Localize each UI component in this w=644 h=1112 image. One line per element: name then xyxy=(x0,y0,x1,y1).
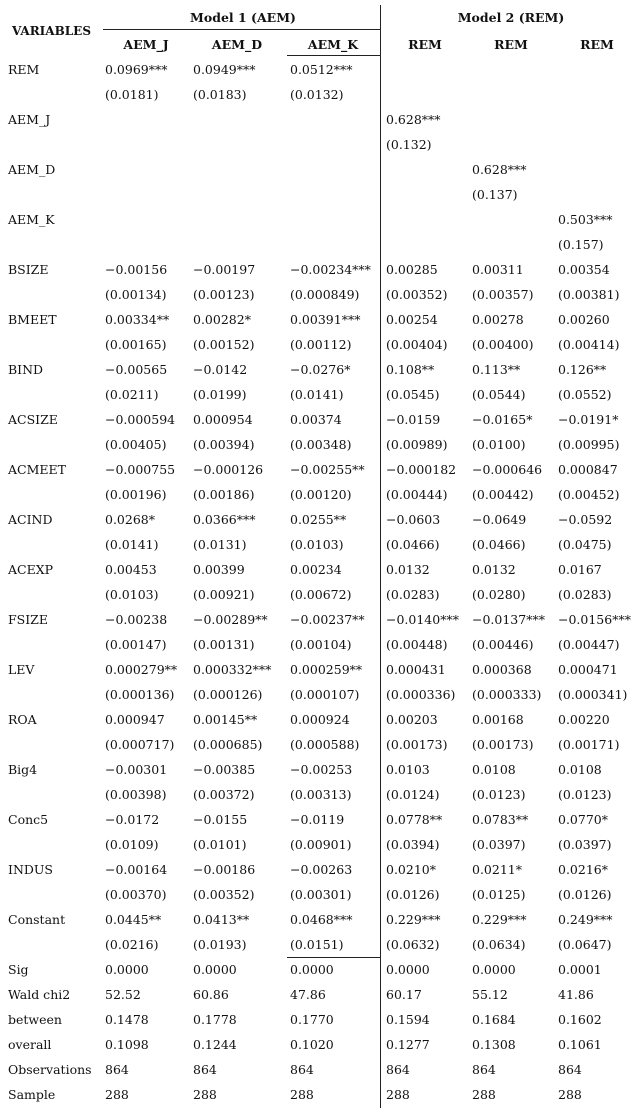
stat-cell: 864 xyxy=(193,1062,217,1077)
coef-cell: −0.000126 xyxy=(193,462,264,477)
se-cell: (0.00398) xyxy=(105,787,167,802)
stat-cell: 0.0000 xyxy=(290,962,334,977)
se-cell: (0.00348) xyxy=(290,437,352,452)
row-label: ACMEET xyxy=(8,462,66,477)
coef-cell: 0.0103 xyxy=(386,762,430,777)
stat-cell: 288 xyxy=(193,1087,217,1102)
row-label: AEM_K xyxy=(8,212,55,227)
coef-cell: −0.00385 xyxy=(193,762,256,777)
coef-cell: 0.0366*** xyxy=(193,512,256,527)
se-cell: (0.132) xyxy=(386,137,432,152)
coef-cell: 0.0108 xyxy=(472,762,516,777)
se-cell: (0.0126) xyxy=(386,887,440,902)
row-label: Big4 xyxy=(8,762,38,777)
coef-cell: 0.628*** xyxy=(472,162,527,177)
column-underline-aem-k xyxy=(287,55,380,56)
coef-cell: 0.000368 xyxy=(472,662,532,677)
coef-cell: 0.0783** xyxy=(472,812,529,827)
stat-cell: 0.1770 xyxy=(290,1012,334,1027)
coef-cell: 0.000924 xyxy=(290,712,350,727)
coef-cell: 0.0132 xyxy=(472,562,516,577)
stat-label: Sample xyxy=(8,1087,56,1102)
column-header: AEM_K xyxy=(307,37,359,52)
se-cell: (0.0100) xyxy=(472,437,526,452)
stat-cell: 864 xyxy=(386,1062,410,1077)
se-cell: (0.000333) xyxy=(472,687,542,702)
coef-cell: −0.0165* xyxy=(472,412,533,427)
coef-cell: 0.0216* xyxy=(558,862,608,877)
se-cell: (0.0634) xyxy=(472,937,526,952)
se-cell: (0.0397) xyxy=(558,837,612,852)
stat-cell: 0.0000 xyxy=(472,962,516,977)
se-cell: (0.00131) xyxy=(193,637,255,652)
coef-cell: −0.00565 xyxy=(105,362,168,377)
coef-cell: 0.0268* xyxy=(105,512,155,527)
se-cell: (0.000107) xyxy=(290,687,360,702)
coef-cell: −0.000594 xyxy=(105,412,176,427)
row-label: LEV xyxy=(8,662,35,677)
stat-cell: 0.0000 xyxy=(193,962,237,977)
se-cell: (0.0466) xyxy=(472,537,526,552)
se-cell: (0.0283) xyxy=(386,587,440,602)
coef-cell: −0.000646 xyxy=(472,462,543,477)
coef-cell: 0.00311 xyxy=(472,262,524,277)
coef-cell: 0.0949*** xyxy=(193,62,256,77)
coef-cell: −0.000755 xyxy=(105,462,176,477)
corner-label: VARIABLES xyxy=(12,24,91,38)
coef-cell: −0.0649 xyxy=(472,512,527,527)
se-cell: (0.137) xyxy=(472,187,518,202)
se-cell: (0.00357) xyxy=(472,287,534,302)
column-header: REM xyxy=(580,37,614,52)
coef-cell: 0.0413** xyxy=(193,912,250,927)
se-cell: (0.0151) xyxy=(290,937,344,952)
se-cell: (0.0211) xyxy=(105,387,159,402)
coef-cell: −0.00238 xyxy=(105,612,168,627)
coef-cell: 0.229*** xyxy=(386,912,441,927)
model-separator xyxy=(380,5,381,1108)
coef-cell: −0.0140*** xyxy=(386,612,459,627)
row-label: ACSIZE xyxy=(8,412,58,427)
coef-cell: −0.0603 xyxy=(386,512,441,527)
se-cell: (0.0181) xyxy=(105,87,159,102)
se-cell: (0.0199) xyxy=(193,387,247,402)
se-cell: (0.0183) xyxy=(193,87,247,102)
coef-cell: −0.00156 xyxy=(105,262,168,277)
stat-cell: 288 xyxy=(386,1087,410,1102)
se-cell: (0.00405) xyxy=(105,437,167,452)
se-cell: (0.00372) xyxy=(193,787,255,802)
se-cell: (0.157) xyxy=(558,237,604,252)
se-cell: (0.0141) xyxy=(105,537,159,552)
se-cell: (0.0103) xyxy=(105,587,159,602)
coef-cell: 0.0468*** xyxy=(290,912,353,927)
coef-cell: −0.00301 xyxy=(105,762,168,777)
coef-cell: 0.126** xyxy=(558,362,607,377)
stat-label: between xyxy=(8,1012,62,1027)
se-cell: (0.000336) xyxy=(386,687,456,702)
se-cell: (0.00921) xyxy=(193,587,255,602)
stat-label: Sig xyxy=(8,962,29,977)
stat-cell: 0.1244 xyxy=(193,1037,237,1052)
se-cell: (0.000126) xyxy=(193,687,263,702)
se-cell: (0.0545) xyxy=(386,387,440,402)
se-cell: (0.00448) xyxy=(386,637,448,652)
se-cell: (0.000685) xyxy=(193,737,263,752)
row-label: INDUS xyxy=(8,862,53,877)
se-cell: (0.0466) xyxy=(386,537,440,552)
coef-cell: −0.0172 xyxy=(105,812,160,827)
coef-cell: −0.00255** xyxy=(290,462,365,477)
se-cell: (0.00147) xyxy=(105,637,167,652)
coef-cell: 0.503*** xyxy=(558,212,613,227)
coef-cell: −0.00186 xyxy=(193,862,256,877)
coef-cell: 0.00145** xyxy=(193,712,258,727)
se-cell: (0.00446) xyxy=(472,637,534,652)
stat-cell: 288 xyxy=(290,1087,314,1102)
coef-cell: 0.00453 xyxy=(105,562,157,577)
se-cell: (0.00104) xyxy=(290,637,352,652)
se-cell: (0.00394) xyxy=(193,437,255,452)
coef-cell: 0.000954 xyxy=(193,412,253,427)
row-label: REM xyxy=(8,62,40,77)
se-cell: (0.00989) xyxy=(386,437,448,452)
se-cell: (0.00404) xyxy=(386,337,448,352)
se-cell: (0.0125) xyxy=(472,887,526,902)
se-cell: (0.0552) xyxy=(558,387,612,402)
se-cell: (0.0126) xyxy=(558,887,612,902)
stat-cell: 0.1778 xyxy=(193,1012,237,1027)
stat-label: overall xyxy=(8,1037,52,1052)
se-cell: (0.00452) xyxy=(558,487,620,502)
se-cell: (0.00165) xyxy=(105,337,167,352)
stat-cell: 864 xyxy=(290,1062,314,1077)
coef-cell: 0.000259** xyxy=(290,662,363,677)
coef-cell: 0.00254 xyxy=(386,312,438,327)
stat-cell: 60.17 xyxy=(386,987,422,1002)
se-cell: (0.00672) xyxy=(290,587,352,602)
coef-cell: −0.00234*** xyxy=(290,262,371,277)
row-label: FSIZE xyxy=(8,612,48,627)
se-cell: (0.0141) xyxy=(290,387,344,402)
coef-cell: 0.000431 xyxy=(386,662,446,677)
se-cell: (0.0283) xyxy=(558,587,612,602)
coef-cell: −0.00289** xyxy=(193,612,268,627)
coef-cell: 0.628*** xyxy=(386,112,441,127)
coef-cell: 0.0770* xyxy=(558,812,608,827)
stat-cell: 288 xyxy=(472,1087,496,1102)
stat-cell: 47.86 xyxy=(290,987,326,1002)
se-cell: (0.0647) xyxy=(558,937,612,952)
se-cell: (0.0131) xyxy=(193,537,247,552)
row-label: Conc5 xyxy=(8,812,49,827)
se-cell: (0.00301) xyxy=(290,887,352,902)
coef-cell: 0.0210* xyxy=(386,862,436,877)
se-cell: (0.00444) xyxy=(386,487,448,502)
stat-cell: 0.1020 xyxy=(290,1037,334,1052)
se-cell: (0.00995) xyxy=(558,437,620,452)
row-label: ROA xyxy=(8,712,37,727)
stat-cell: 0.1478 xyxy=(105,1012,149,1027)
stat-cell: 288 xyxy=(558,1087,582,1102)
stat-cell: 0.1684 xyxy=(472,1012,516,1027)
se-cell: (0.000136) xyxy=(105,687,175,702)
row-label: Constant xyxy=(8,912,66,927)
stat-cell: 0.0000 xyxy=(105,962,149,977)
se-cell: (0.000341) xyxy=(558,687,628,702)
coef-cell: 0.00234 xyxy=(290,562,342,577)
coef-cell: −0.00164 xyxy=(105,862,168,877)
coef-cell: 0.0255** xyxy=(290,512,347,527)
coef-cell: 0.00334** xyxy=(105,312,170,327)
coef-cell: 0.000279** xyxy=(105,662,178,677)
se-cell: (0.0103) xyxy=(290,537,344,552)
se-cell: (0.00381) xyxy=(558,287,620,302)
coef-cell: −0.0592 xyxy=(558,512,613,527)
se-cell: (0.00901) xyxy=(290,837,352,852)
stat-cell: 0.1602 xyxy=(558,1012,602,1027)
se-cell: (0.0123) xyxy=(472,787,526,802)
se-cell: (0.00442) xyxy=(472,487,534,502)
se-cell: (0.0101) xyxy=(193,837,247,852)
stat-label: Observations xyxy=(8,1062,92,1077)
coef-cell: 0.0512*** xyxy=(290,62,353,77)
row-label: AEM_J xyxy=(8,112,51,127)
se-cell: (0.00313) xyxy=(290,787,352,802)
se-cell: (0.00123) xyxy=(193,287,255,302)
row-label: BSIZE xyxy=(8,262,49,277)
row-label: ACEXP xyxy=(8,562,54,577)
row-label: BIND xyxy=(8,362,44,377)
coef-cell: 0.00278 xyxy=(472,312,524,327)
se-cell: (0.00173) xyxy=(472,737,534,752)
coef-cell: 0.00260 xyxy=(558,312,610,327)
coef-cell: 0.000947 xyxy=(105,712,165,727)
coef-cell: −0.0119 xyxy=(290,812,345,827)
se-cell: (0.0397) xyxy=(472,837,526,852)
se-cell: (0.00112) xyxy=(290,337,352,352)
se-cell: (0.000588) xyxy=(290,737,360,752)
coef-cell: 0.000847 xyxy=(558,462,618,477)
stat-cell: 0.0001 xyxy=(558,962,602,977)
stat-cell: 288 xyxy=(105,1087,129,1102)
se-cell: (0.00134) xyxy=(105,287,167,302)
coef-cell: 0.000471 xyxy=(558,662,618,677)
se-cell: (0.00173) xyxy=(386,737,448,752)
coef-cell: 0.00168 xyxy=(472,712,524,727)
coef-cell: 0.00220 xyxy=(558,712,610,727)
coef-cell: 0.0969*** xyxy=(105,62,168,77)
se-cell: (0.0124) xyxy=(386,787,440,802)
group-underline-model-1 xyxy=(103,29,380,30)
stat-cell: 0.1308 xyxy=(472,1037,516,1052)
row-label: ACIND xyxy=(8,512,53,527)
stat-cell: 52.52 xyxy=(105,987,141,1002)
stat-cell: 864 xyxy=(472,1062,496,1077)
se-cell: (0.0109) xyxy=(105,837,159,852)
coef-cell: −0.00263 xyxy=(290,862,353,877)
coef-cell: 0.0167 xyxy=(558,562,602,577)
stat-cell: 0.1098 xyxy=(105,1037,149,1052)
coef-cell: 0.00354 xyxy=(558,262,610,277)
se-cell: (0.0216) xyxy=(105,937,159,952)
se-cell: (0.0544) xyxy=(472,387,526,402)
se-cell: (0.0394) xyxy=(386,837,440,852)
se-cell: (0.00352) xyxy=(193,887,255,902)
coef-cell: 0.000332*** xyxy=(193,662,272,677)
coef-cell: 0.0132 xyxy=(386,562,430,577)
coef-cell: −0.0155 xyxy=(193,812,248,827)
column-header: AEM_D xyxy=(211,37,263,52)
coef-cell: 0.00391*** xyxy=(290,312,361,327)
se-cell: (0.00352) xyxy=(386,287,448,302)
coef-cell: 0.0445** xyxy=(105,912,162,927)
stat-cell: 0.1594 xyxy=(386,1012,430,1027)
coef-cell: 0.00374 xyxy=(290,412,342,427)
stat-cell: 864 xyxy=(105,1062,129,1077)
se-cell: (0.000849) xyxy=(290,287,360,302)
coef-cell: 0.00399 xyxy=(193,562,245,577)
coef-cell: 0.00282* xyxy=(193,312,251,327)
se-cell: (0.00414) xyxy=(558,337,620,352)
coef-cell: −0.0142 xyxy=(193,362,248,377)
coef-cell: 0.00203 xyxy=(386,712,438,727)
stat-cell: 0.1061 xyxy=(558,1037,602,1052)
se-cell: (0.0123) xyxy=(558,787,612,802)
se-cell: (0.000717) xyxy=(105,737,175,752)
se-cell: (0.00120) xyxy=(290,487,352,502)
se-cell: (0.00152) xyxy=(193,337,255,352)
coef-cell: −0.00197 xyxy=(193,262,256,277)
coef-cell: 0.108** xyxy=(386,362,435,377)
coef-cell: −0.0159 xyxy=(386,412,441,427)
se-cell: (0.00370) xyxy=(105,887,167,902)
stat-cell: 55.12 xyxy=(472,987,508,1002)
coef-cell: 0.113** xyxy=(472,362,521,377)
stat-cell: 864 xyxy=(558,1062,582,1077)
coef-cell: 0.0108 xyxy=(558,762,602,777)
se-cell: (0.00186) xyxy=(193,487,255,502)
row-label: AEM_D xyxy=(8,162,56,177)
stat-cell: 0.0000 xyxy=(386,962,430,977)
column-header: REM xyxy=(494,37,528,52)
stat-label: Wald chi2 xyxy=(8,987,71,1002)
coef-cell: −0.0137*** xyxy=(472,612,545,627)
se-cell: (0.0632) xyxy=(386,937,440,952)
stat-cell: 41.86 xyxy=(558,987,594,1002)
coef-cell: 0.00285 xyxy=(386,262,438,277)
se-cell: (0.0280) xyxy=(472,587,526,602)
coef-cell: 0.249*** xyxy=(558,912,613,927)
se-cell: (0.00196) xyxy=(105,487,167,502)
coef-cell: −0.00237** xyxy=(290,612,365,627)
coef-cell: −0.0276* xyxy=(290,362,351,377)
se-cell: (0.00171) xyxy=(558,737,620,752)
stat-cell: 60.86 xyxy=(193,987,229,1002)
coef-cell: 0.0778** xyxy=(386,812,443,827)
coef-cell: −0.00253 xyxy=(290,762,353,777)
column-header: AEM_J xyxy=(123,37,169,52)
column-header: REM xyxy=(408,37,442,52)
coef-cell: −0.0156*** xyxy=(558,612,631,627)
coef-cell: 0.0211* xyxy=(472,862,522,877)
coef-cell: −0.0191* xyxy=(558,412,619,427)
coef-cell: −0.000182 xyxy=(386,462,457,477)
se-cell: (0.00400) xyxy=(472,337,534,352)
se-cell: (0.0193) xyxy=(193,937,247,952)
se-cell: (0.0475) xyxy=(558,537,612,552)
row-label: BMEET xyxy=(8,312,57,327)
bottom-rule-aem-k xyxy=(287,957,380,958)
group-header-model-2: Model 2 (REM) xyxy=(457,10,565,25)
stat-cell: 0.1277 xyxy=(386,1037,430,1052)
se-cell: (0.00447) xyxy=(558,637,620,652)
group-header-model-1: Model 1 (AEM) xyxy=(190,10,296,25)
coef-cell: 0.229*** xyxy=(472,912,527,927)
se-cell: (0.0132) xyxy=(290,87,344,102)
